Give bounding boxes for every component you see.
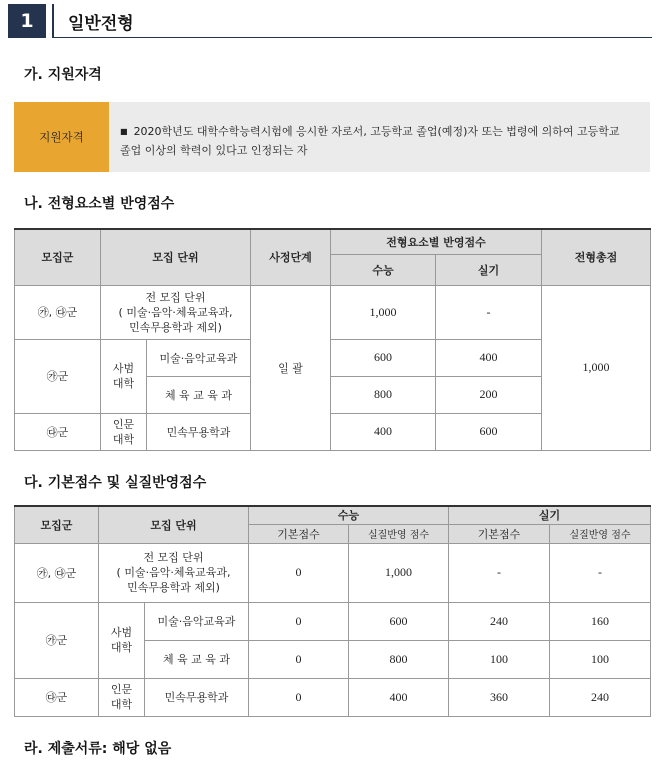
heading-qualification: 가. 지원자격 [24,67,102,83]
college-cell [101,339,147,413]
group-cell: ㉮군 [15,602,99,678]
college-line: 사범 [110,626,133,639]
header-group: 모집군 [15,229,101,285]
unit-cell-all [99,543,249,602]
unit-cell: 미술·음악교육과 [147,339,251,376]
value-cell: 400 [349,678,449,716]
qualification-label: 지원자격 [14,102,109,172]
header-base: 기본점수 [449,524,550,543]
value-cell: - [436,285,542,339]
value-cell: 200 [436,376,542,413]
value-cell: 100 [449,640,550,678]
value-cell: 0 [249,678,349,716]
group-cell: ㉮군 [15,339,101,413]
college-line: 인문 [112,417,135,431]
qualification-box [14,102,650,172]
header-unit: 모집 단위 [101,229,251,285]
college-cell [99,678,145,716]
value-cell: 600 [436,413,542,450]
heading-base-score: 다. 기본점수 및 실질반영점수 [24,475,207,491]
college-line: 인문 [110,683,133,696]
value-cell: - [550,543,651,602]
header-practical: 실기 [449,506,651,524]
value-cell: 360 [449,678,550,716]
value-cell: 1,000 [349,543,449,602]
value-cell: 160 [550,602,651,640]
unit-cell: 체 육 교 육 과 [145,640,249,678]
group-cell: ㉰군 [15,678,99,716]
college-line: 대학 [112,377,135,390]
value-cell: 0 [249,602,349,640]
stage-cell: 일 괄 [251,285,331,450]
header-stage: 사정단계 [251,229,331,285]
unit-line: 전 모집 단위 [145,290,206,304]
group-cell: ㉮, ㉰군 [15,543,99,602]
heading-documents: 라. 제출서류: 해당 없음 [24,741,172,757]
college-line: 대학 [110,698,133,711]
college-line: 대학 [112,432,135,446]
value-cell: 400 [331,413,436,450]
value-cell: 800 [331,376,436,413]
section-title-bar [52,4,652,38]
header-unit: 모집 단위 [99,506,249,543]
unit-line: ( 미술·음악·체육교육과, [116,566,231,579]
header-base: 기본점수 [249,524,349,543]
qualification-line-1: 2020학년도 대학수학능력시험에 응시한 자로서, 고등학교 졸업(예정)자 또는 법령에 의하여 고등학교 [133,125,620,138]
value-cell: 240 [550,678,651,716]
group-cell: ㉮, ㉰군 [15,285,101,339]
page-title: 일반전형 [68,14,134,34]
qualification-text [120,122,642,160]
header-real: 실질반영 점수 [550,524,651,543]
value-cell: 400 [436,339,542,376]
unit-cell-all [101,285,251,339]
base-score-table [14,505,651,717]
value-cell: 1,000 [331,285,436,339]
header-suneung: 수능 [249,506,449,524]
square-bullet-icon: ■ [120,127,128,136]
value-cell: 800 [349,640,449,678]
header-real: 실질반영 점수 [349,524,449,543]
unit-cell: 체 육 교 육 과 [147,376,251,413]
header-elements: 전형요소별 반영점수 [331,229,542,254]
score-elements-table [14,228,651,451]
unit-line: 민속무용학과 제외) [127,581,220,594]
college-line: 대학 [110,641,133,654]
value-cell: 0 [249,640,349,678]
section-header [8,4,650,38]
college-cell [101,413,147,450]
header-suneung: 수능 [331,254,436,285]
header-practical: 실기 [436,254,542,285]
group-cell: ㉰군 [15,413,101,450]
value-cell: 600 [349,602,449,640]
value-cell: 600 [331,339,436,376]
college-cell [99,602,145,678]
unit-line: 민속무용학과 제외) [129,320,222,334]
header-total: 전형총점 [542,229,651,285]
value-cell: 100 [550,640,651,678]
value-cell: 0 [249,543,349,602]
heading-score-elements: 나. 전형요소별 반영점수 [24,196,175,212]
section-number-badge: 1 [8,4,46,38]
unit-line: 전 모집 단위 [143,551,204,564]
value-cell: - [449,543,550,602]
unit-line: ( 미술·음악·체육교육과, [118,305,233,319]
total-cell: 1,000 [542,285,651,450]
qualification-line-2: 졸업 이상의 학력이 있다고 인정되는 자 [120,144,308,157]
header-group: 모집군 [15,506,99,543]
unit-cell: 미술·음악교육과 [145,602,249,640]
value-cell: 240 [449,602,550,640]
college-line: 사범 [112,362,135,375]
unit-cell: 민속무용학과 [145,678,249,716]
unit-cell: 민속무용학과 [147,413,251,450]
